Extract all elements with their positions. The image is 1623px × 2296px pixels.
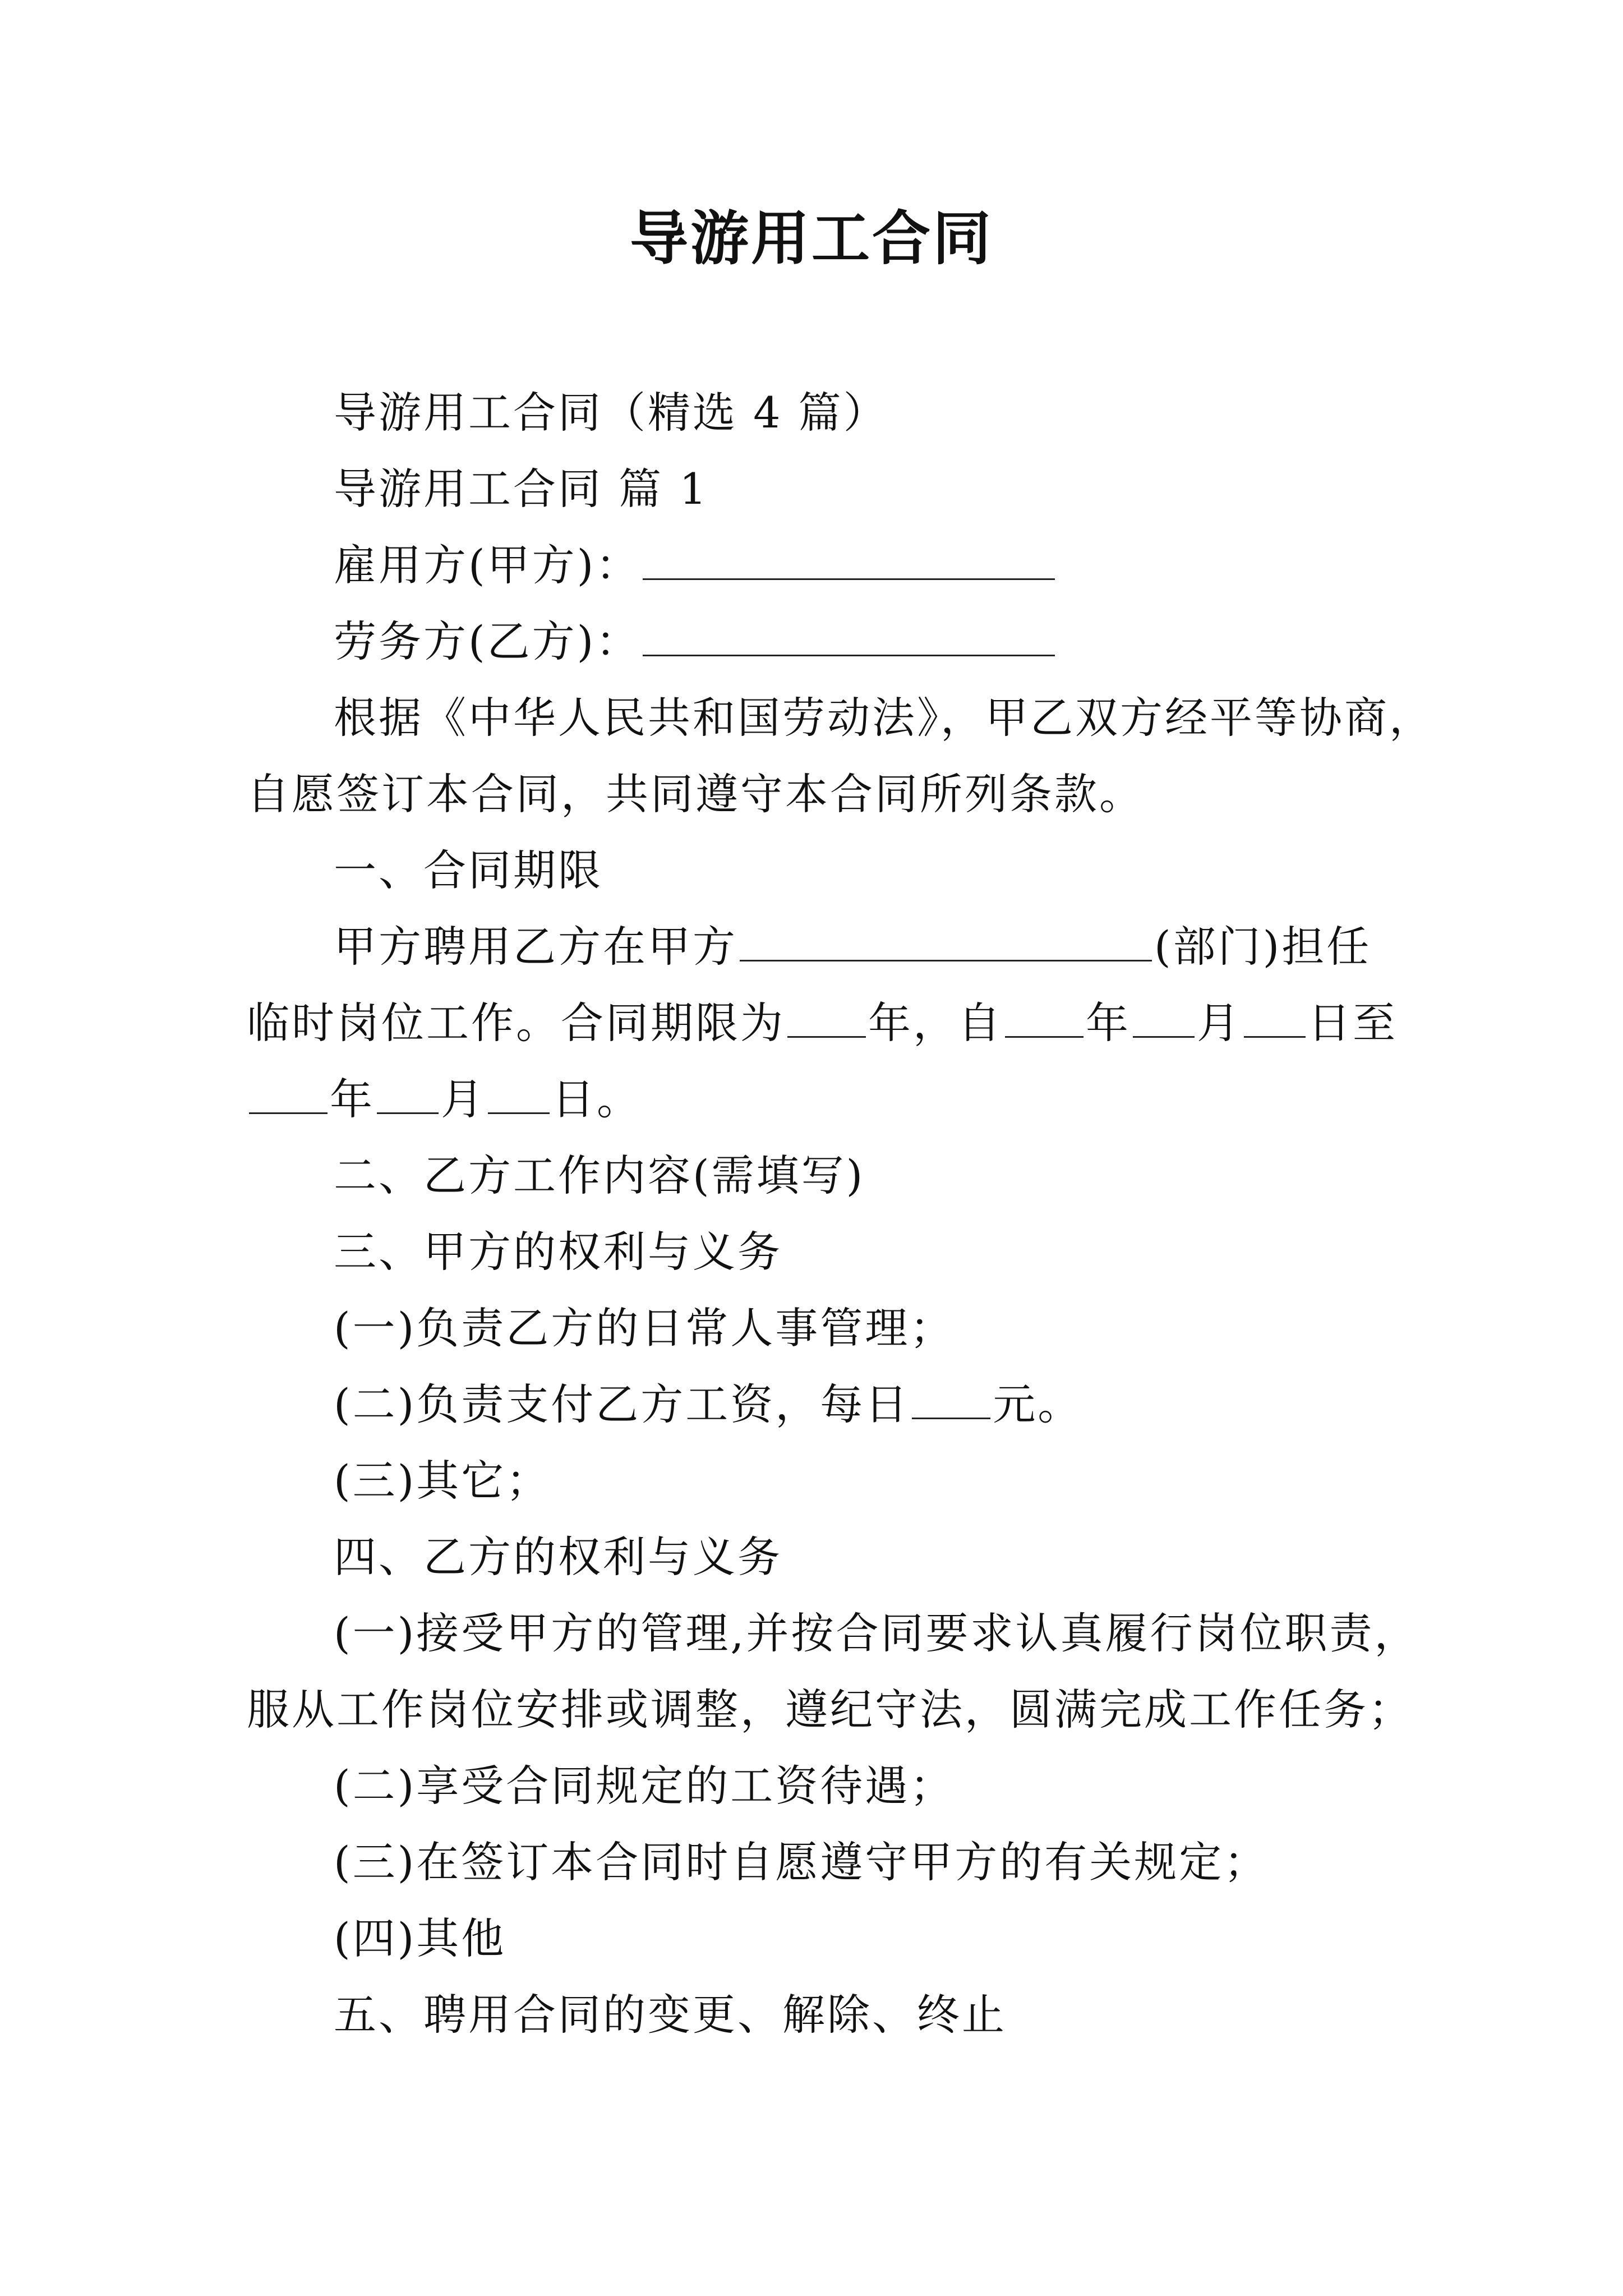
paragraph-text: 月 (1197, 998, 1242, 1048)
start-year-blank (1005, 1002, 1083, 1038)
list-item (247, 1290, 1413, 1366)
paragraph-text: 年 (1086, 998, 1131, 1048)
party-a-blank (643, 545, 1055, 580)
list-item-text: (二)负责支付乙方工资，每日 (334, 1379, 910, 1429)
clause-heading-text: 四、乙方的权利与义务 (334, 1532, 782, 1582)
clause-heading-line (247, 1977, 1413, 2053)
list-item (247, 1366, 1413, 1443)
department-blank (740, 926, 1152, 961)
paragraph-text: 临时岗位工作。合同期限为 (247, 998, 785, 1048)
list-item-text: 元。 (993, 1379, 1083, 1429)
section-heading-text: 导游用工合同 篇 1 (334, 464, 709, 514)
end-day-blank (488, 1079, 550, 1114)
paragraph-text: (部门)担任 (1154, 922, 1372, 972)
subtitle-line (247, 375, 1413, 451)
section-heading-line (247, 451, 1413, 527)
party-b-line (247, 604, 1413, 680)
party-b-blank (643, 621, 1055, 656)
paragraph-line (247, 1061, 1413, 1138)
paragraph-text: 根据《中华人民共和国劳动法》，甲乙双方经平等协商， (334, 693, 1434, 743)
list-item-text: (一)接受甲方的管理,并按合同要求认真履行岗位职责， (334, 1608, 1419, 1658)
paragraph-text: 月 (441, 1074, 486, 1124)
list-item (247, 1443, 1413, 1519)
paragraph-line (247, 680, 1434, 756)
list-item-text: (四)其他 (334, 1913, 506, 1963)
list-item (247, 1748, 1413, 1824)
party-b-label: 劳务方(乙方)： (334, 616, 641, 666)
list-item (247, 1901, 1413, 1977)
document-title: 导游用工合同 (629, 204, 993, 273)
clause-heading-text: 五、聘用合同的变更、解除、终止 (334, 1990, 1007, 2040)
paragraph-line (247, 985, 1413, 1061)
clause-heading-text: 三、甲方的权利与义务 (334, 1227, 782, 1277)
list-item-continuation (247, 1672, 1413, 1748)
subtitle-text: 导游用工合同（精选 4 篇） (334, 388, 888, 438)
start-day-blank (1244, 1002, 1306, 1038)
party-a-line (247, 527, 1413, 604)
paragraph-text: 年 (330, 1074, 375, 1124)
list-item (247, 1824, 1413, 1901)
paragraph-line (247, 909, 1413, 985)
paragraph-text: 日。 (552, 1074, 642, 1124)
start-month-blank (1133, 1002, 1195, 1038)
term-years-blank (787, 1002, 866, 1038)
list-item-text: (三)在签订本合同时自愿遵守甲方的有关规定； (334, 1837, 1269, 1887)
clause-heading-line (247, 1138, 1413, 1214)
daily-wage-blank (912, 1384, 990, 1419)
clause-heading-text: 二、乙方工作内容(需填写) (334, 1151, 865, 1200)
clause-heading-line (247, 1214, 1413, 1290)
paragraph-text: 日至 (1308, 998, 1398, 1048)
end-month-blank (377, 1079, 439, 1114)
party-a-label: 雇用方(甲方)： (334, 540, 641, 590)
clause-heading-line (247, 832, 1413, 909)
paragraph-text: 自愿签订本合同，共同遵守本合同所列条款。 (247, 769, 1144, 819)
clause-heading-line (247, 1519, 1413, 1595)
list-item-text: (三)其它； (334, 1456, 551, 1506)
list-item-text: (二)享受合同规定的工资待遇； (334, 1761, 955, 1811)
list-item-text: (一)负责乙方的日常人事管理； (334, 1303, 955, 1353)
paragraph-line (247, 756, 1413, 832)
paragraph-text: 年，自 (868, 998, 1003, 1048)
document-body (247, 375, 1434, 2053)
paragraph-text: 甲方聘用乙方在甲方 (334, 922, 737, 972)
list-item (247, 1595, 1419, 1672)
clause-heading-text: 一、合同期限 (334, 845, 603, 895)
end-year-blank (249, 1079, 328, 1114)
list-item-text: 服从工作岗位安排或调整，遵纪守法，圆满完成工作任务； (247, 1685, 1413, 1734)
